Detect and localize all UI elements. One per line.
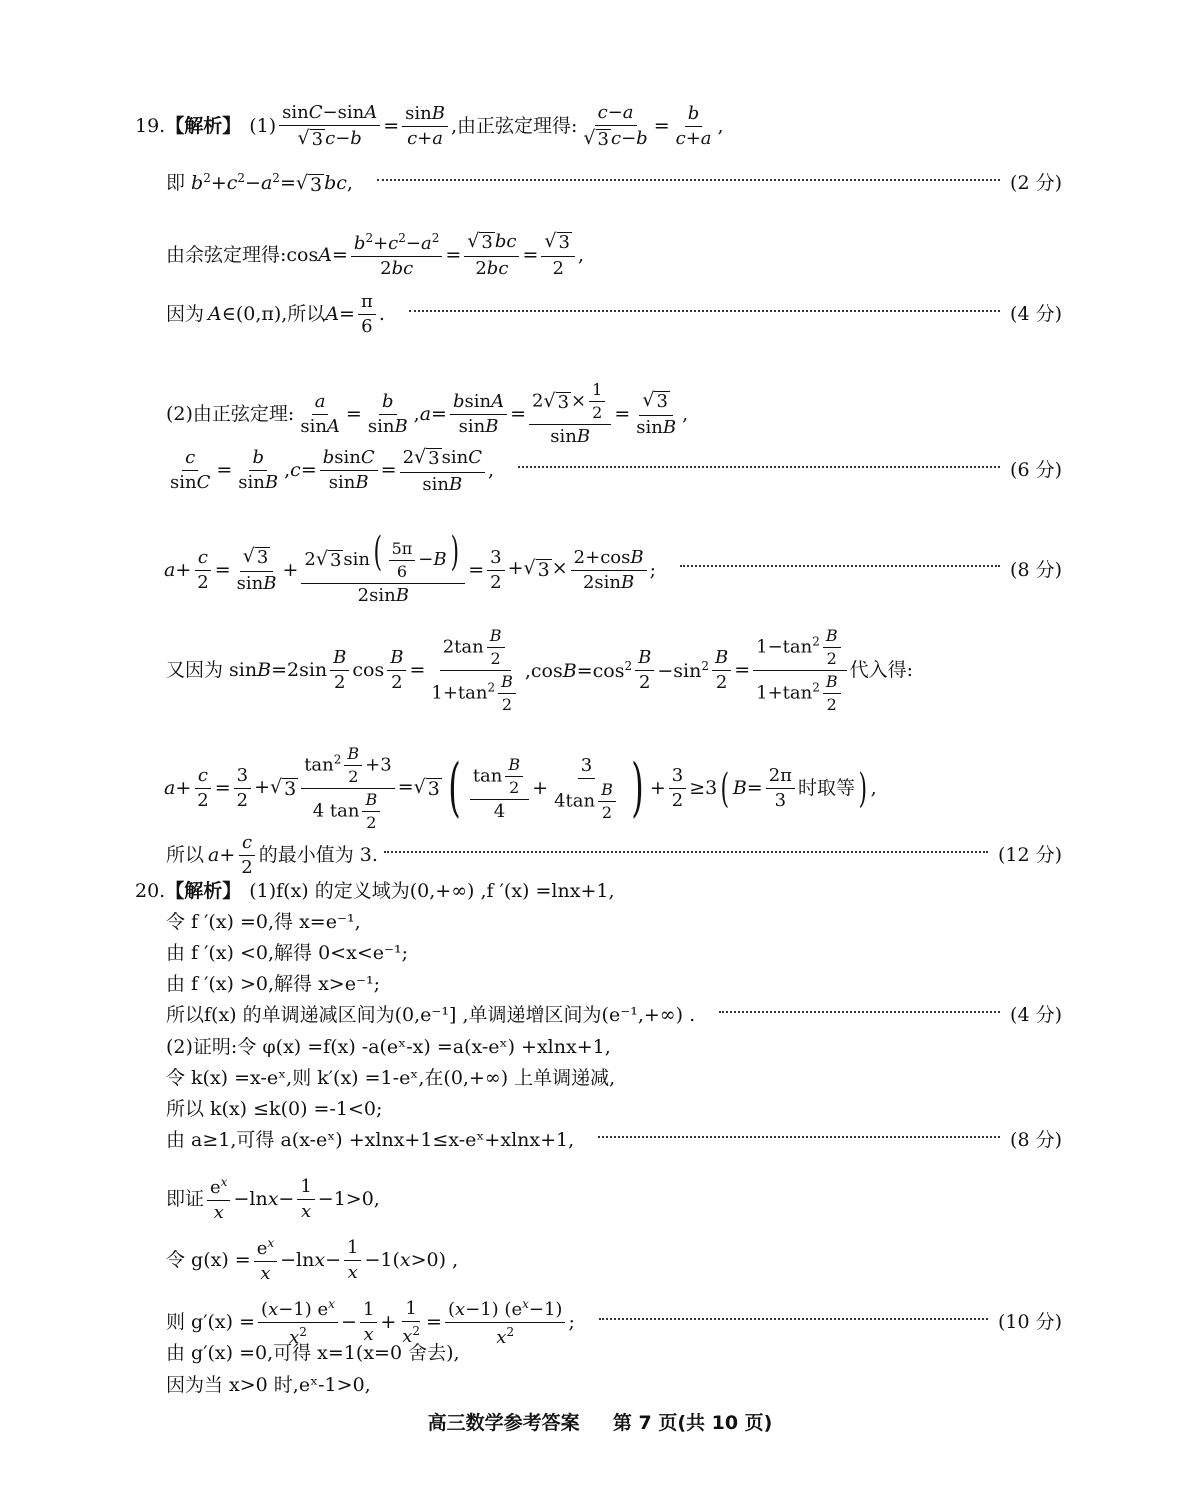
formula-frac: $\frac{B}{2}$ — [635, 649, 654, 692]
q19-line-10: 所以 a+ $\frac{c}{2}$ 的最小值为 3. (12 分) — [166, 832, 1062, 878]
q20-line-10: 即证 $\frac{e^x}{x}$ −lnx− $\frac{1}{x}$ −1>0, — [166, 1175, 380, 1223]
q20-line-3 — [0, 944, 1200, 963]
formula-frac: $\frac{b}{\sin B}$ — [367, 390, 408, 437]
formula-frac: $\frac{c}{2}$ — [194, 767, 211, 810]
formula-frac: $\frac{e^x}{x}$ — [254, 1237, 277, 1283]
formula-frac: $\frac{B}{2}$ — [387, 649, 406, 692]
q19-l5-prefix: (2)由正弦定理: — [166, 402, 295, 425]
q19-line-6: $\frac{c}{\sin C}$ = $\frac{b}{\sin B}$ ,c= $\frac{bsinC}{\sin B}$ = 2 √ 3 sinC sinB , (6 分) — [0, 448, 1200, 494]
q19-l8-suffix: 代入得: — [849, 659, 914, 681]
q20-line-2 — [0, 913, 1200, 932]
score-label: (4 分) — [1010, 303, 1062, 325]
formula-frac: $\tan^2$ $\frac{B}{2}$ +3 4 tan $\frac{B}{2}$ — [301, 746, 395, 831]
q19-line-5: (2)由正弦定理: $\frac{a}{\sin A}$ = $\frac{b}{\sin B}$ ,a= $\frac{bsinA}{\sin B}$ = 2 √ 3 × $\frac{1}{2}$ sinB = √ 3 sinB , — [166, 380, 689, 447]
q20-l11-prefix: 令 g(x) = — [166, 1248, 251, 1271]
score-label: (12 分) — [997, 844, 1062, 866]
q19-line-7: a+ $\frac{c}{2}$ = √ 3 sinB + 2 √ 3 sin( $\frac{5\pi}{6}$ −B) 2sinB = $\frac{3}{2}$ + √ 3 × $\frac{2+\cos B}{2\sin B}$ ; (8 分) — [164, 529, 1062, 606]
q20-l6: (2)证明:令 φ(x) =f(x) -a(eˣ-x) =a(x-eˣ) +xlnx+1, — [166, 1036, 611, 1058]
formula-frac: 3 4tan $\frac{B}{2}$ — [551, 757, 622, 821]
formula-frac: $\frac{e^x}{x}$ — [207, 1176, 230, 1222]
leader-dots — [680, 565, 1000, 567]
formula-frac: 2 √ 3 × $\frac{1}{2}$ sinB — [529, 382, 611, 446]
formula-frac: $\frac{c}{2}$ — [238, 834, 255, 877]
formula-frac: $\frac{1}{x}$ — [344, 1239, 361, 1282]
formula-frac: $\frac{\sin B}{c+a}$ — [402, 105, 448, 148]
score-label: (2 分) — [1010, 172, 1062, 195]
q20-l4: 由 f ′(x) >0,解得 x>e⁻¹; — [166, 973, 381, 995]
q20-l8: 所以 k(x) ≤k(0) =-1<0; — [166, 1098, 383, 1120]
leader-dots — [598, 1136, 1000, 1138]
formula-frac: $\frac{\pi}{6}$ — [358, 293, 376, 336]
leader-dots — [384, 851, 988, 853]
formula-frac: 2 √ 3 sin( $\frac{5\pi}{6}$ −B) 2sinB — [301, 536, 465, 605]
formula-frac: sinC−sinA √ 3 c−b — [279, 104, 380, 150]
formula-frac: $\frac{1}{x}$ — [360, 1301, 377, 1344]
formula-frac: $\frac{a}{\sin A}$ — [300, 390, 340, 437]
formula-frac: √ 3 2 — [541, 232, 575, 278]
footer-title: 高三数学参考答案 — [427, 1412, 580, 1434]
q19-number: 19. — [135, 115, 166, 138]
formula-frac: √ 3 sinB — [236, 545, 277, 595]
formula-frac: $\frac{c}{2}$ — [194, 549, 211, 592]
leader-dots — [409, 310, 1000, 312]
formula-frac: 2 √ 3 sinC sinB — [400, 448, 485, 494]
score-label: (10 分) — [997, 1311, 1062, 1333]
q19-line-2: 即 $b^2+c^2-a^2=$ √ 3 bc, (2 分) — [166, 171, 1062, 196]
q20-line-1 — [0, 882, 1200, 901]
q19-line-4: 因为 A∈(0,π) ,所以 A= $\frac{\pi}{6}$ . (4 分) — [166, 291, 1062, 337]
q20-l3: 由 f ′(x) <0,解得 0<x<e⁻¹; — [166, 942, 409, 964]
q20-line-14 — [0, 1376, 1200, 1395]
q19-line-1: 19. 【解析】 (1) sinC−sinA √ 3 c−b = $\frac{\sin B}{c+a}$ ,由正弦定理得: c−a √ 3 c−b = $\frac{b}{c+a}$ , — [135, 102, 724, 150]
q20-l9: 由 a≥1,可得 a(x-eˣ) +xlnx+1≤x-eˣ+xlnx+1, — [166, 1129, 575, 1151]
formula-frac: $\frac{3}{2}$ — [487, 549, 504, 592]
q20-line-5 — [0, 1006, 1200, 1025]
leader-dots — [599, 1318, 988, 1320]
q20-l10-prefix: 即证 — [166, 1187, 205, 1210]
formula-frac: √ 3 bc 2bc — [464, 232, 519, 278]
score-label: (8 分) — [1010, 1129, 1062, 1151]
leader-dots — [719, 1011, 1000, 1013]
q20-line-8 — [0, 1100, 1200, 1119]
q20-line-7 — [0, 1069, 1200, 1088]
q20-line-6 — [0, 1038, 1200, 1057]
formula-frac: $1-\tan^2$ $\frac{B}{2}$ $1+\tan^2$ $\frac{B}{2}$ — [753, 628, 847, 713]
q20-l12-prefix: 则 g′(x) = — [166, 1311, 256, 1333]
leader-dots — [518, 466, 1000, 468]
formula-frac: $\frac{bsinA}{\sin B}$ — [450, 393, 507, 436]
q20-l5: 所以f(x) 的单调递减区间为(0,e⁻¹] ,单调递增区间为(e⁻¹,+∞) . — [166, 1004, 696, 1026]
formula-frac: $\frac{c}{\sin C}$ — [170, 447, 211, 494]
formula-frac: $\frac{2\pi}{3}$ — [766, 767, 795, 810]
score-label: (6 分) — [1010, 459, 1062, 482]
formula-frac: $\frac{B}{2}$ — [330, 649, 349, 692]
q20-l7: 令 k(x) =x-eˣ,则 k′(x) =1-eˣ,在(0,+∞) 上单调递减, — [166, 1067, 616, 1089]
q19-l2-prefix: 即 — [166, 172, 186, 195]
formula-frac: $\frac{3}{2}$ — [669, 767, 686, 810]
score-label: (8 分) — [1010, 558, 1062, 581]
formula-frac: $\frac{3}{2}$ — [234, 767, 251, 810]
q19-l10-suffix: 的最小值为 3. — [258, 844, 378, 866]
q20-tag: 【解析】 — [165, 880, 242, 902]
formula-frac: $\frac{2+\cos B}{2\sin B}$ — [571, 549, 647, 592]
formula-frac: $\frac{1}{x}$ — [297, 1178, 314, 1221]
formula-frac: c−a √ 3 c−b — [583, 102, 648, 150]
formula-frac: $\frac{(x-1) (e^x-1)}{x^2}$ — [445, 1298, 565, 1347]
q20-number: 20. — [135, 880, 166, 902]
formula-frac: 2tan $\frac{B}{2}$ $1+\tan^2$ $\frac{B}{2}$ — [428, 628, 522, 713]
q19-l9-note: 时取等 — [798, 777, 856, 799]
q19-l4-mid: ,所以 — [281, 303, 326, 325]
q19-part1: (1) — [249, 115, 277, 138]
q19-tag: 【解析】 — [165, 115, 242, 138]
q19-line-8: 又因为 sinB=2sin $\frac{B}{2}$ cos $\frac{B}{2}$ = 2tan $\frac{B}{2}$ $1+\tan^2$ $\frac{B}{2}$ $,\cos B=\cos^2$ $\frac{B}{2}$ $-\sin^2$ $\frac{B}{2}$ = $1-\tan^2$ $\frac{B}{2}$ $1+\tan^2$ $\frac{B}{2}$ 代入得: — [166, 626, 914, 714]
q20-line-13 — [0, 1344, 1200, 1363]
q20-l14: 因为当 x>0 时,eˣ-1>0, — [166, 1374, 371, 1396]
q20-line-4 — [0, 975, 1200, 994]
q20-line-11: 令 g(x) = $\frac{e^x}{x}$ −lnx− $\frac{1}{x}$ −1(x>0) , — [166, 1236, 459, 1284]
formula-frac: $\frac{B}{2}$ — [712, 649, 731, 692]
formula-frac: $\frac{bsinC}{\sin B}$ — [320, 449, 378, 492]
q19-l10-prefix: 所以 — [166, 844, 205, 866]
q20-line-12: 则 g′(x) = $\frac{(x-1) e^x}{x^2}$ − $\frac{1}{x}$ + $\frac{1}{x^2}$ = $\frac{(x-1) (e^x-1)}{x^2}$ ; (10 分) — [166, 1297, 1062, 1348]
q20-l1: (1)f(x) 的定义域为(0,+∞) ,f ′(x) =lnx+1, — [249, 880, 615, 902]
formula-frac: $\frac{b^2+c^2-a^2}{2bc}$ — [351, 232, 442, 278]
q19-line-3: 由余弦定理得: cosA= $\frac{b^2+c^2-a^2}{2bc}$ = √ 3 bc 2bc = √ 3 2 , — [166, 230, 584, 279]
q19-line-9: a+ $\frac{c}{2}$ = $\frac{3}{2}$ + √ 3 $\tan^2$ $\frac{B}{2}$ +3 4 tan $\frac{B}{2}$ = √ 3 ( tan $\frac{B}{2}$ 4 + 3 4tan $\frac{B}{2}$ ) + $\frac{3}{2}$ ≥3 ( B= $\frac{2\pi}{3}$ 时取等 ) , — [164, 744, 877, 832]
formula-frac: $\frac{1}{x^2}$ — [402, 1297, 421, 1347]
q19-l8-prefix: 又因为 — [166, 659, 224, 681]
page-footer — [0, 1408, 1200, 1435]
formula-frac: √ 3 sinB — [636, 389, 677, 438]
q20-l13: 由 g′(x) =0,可得 x=1(x=0 舍去), — [166, 1342, 460, 1364]
formula-frac: $\frac{b}{\sin B}$ — [238, 447, 279, 494]
footer-page-number: 第 7 页(共 10 页) — [612, 1412, 773, 1434]
formula-frac: tan $\frac{B}{2}$ 4 — [470, 757, 529, 821]
q19-l4-prefix: 因为 — [166, 303, 205, 325]
score-label: (4 分) — [1010, 1004, 1062, 1026]
formula-frac: $\frac{(x-1) e^x}{x^2}$ — [258, 1298, 338, 1347]
q20-l2: 令 f ′(x) =0,得 x=e⁻¹, — [166, 911, 361, 933]
formula-frac: $\frac{b}{c+a}$ — [675, 103, 712, 150]
q20-line-9 — [0, 1131, 1200, 1150]
q19-l3-prefix: 由余弦定理得: — [166, 243, 287, 266]
leader-dots — [377, 179, 1000, 181]
q19-l1-mid: ,由正弦定理得: — [450, 115, 578, 138]
